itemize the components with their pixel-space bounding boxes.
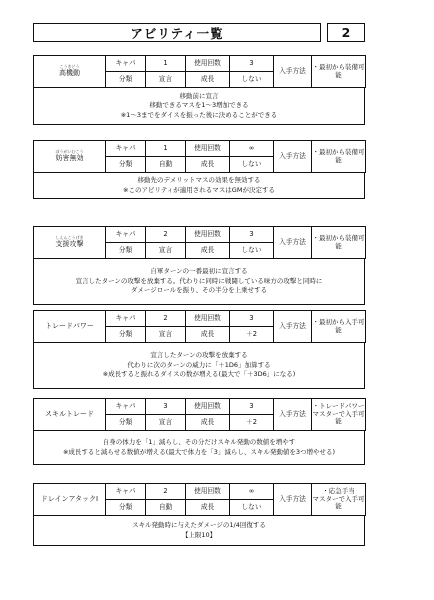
uses-value: 3: [230, 56, 274, 72]
ability-description: [33, 88, 365, 125]
obtain-label: 入手方法: [274, 484, 312, 516]
ability-description-line: ※成長すると振れるダイスの数が増える(最大で「＋3D6」になる): [102, 370, 296, 379]
ability-card: [33, 310, 365, 389]
ability-name-cell: [34, 399, 106, 431]
ability-name-cell: [34, 56, 106, 88]
ability-stat-table: [33, 398, 366, 431]
ability-name: 支援攻撃: [55, 240, 84, 249]
ability-description: [33, 343, 365, 389]
growth-label: 成長: [186, 327, 230, 343]
uses-label: 使用回数: [186, 399, 230, 415]
ability-card: [33, 483, 365, 546]
obtain-value: ・トレードパワー マスターで入手可能: [312, 399, 366, 431]
ability-description-line: 自身の体力を「1」減らし、その分だけスキル発動の数値を増やす: [102, 438, 296, 446]
growth-label: 成長: [186, 500, 230, 516]
uses-value: ∞: [230, 484, 274, 500]
ability-name: スキルトレード: [45, 410, 94, 419]
growth-label: 成長: [186, 243, 230, 259]
uses-value: 3: [230, 399, 274, 415]
ability-description: [33, 259, 365, 305]
cost-label: キャパ: [106, 227, 146, 243]
cost-value: 2: [146, 311, 186, 327]
uses-label: 使用回数: [186, 311, 230, 327]
ability-description-line: 自軍ターンの一番最初に宣言する: [150, 267, 248, 276]
obtain-value: ・最初から装備可能: [312, 56, 366, 88]
cost-value: 2: [146, 484, 186, 500]
ability-description: [33, 516, 365, 546]
uses-label: 使用回数: [186, 56, 230, 72]
ability-name-ruby: しえんこうげき: [55, 235, 84, 241]
ability-stat-table: [33, 55, 366, 88]
ability-name: ドレインアタックⅠ: [40, 495, 99, 504]
ability-stat-table: [33, 483, 366, 516]
type-label: 分類: [106, 243, 146, 259]
uses-value: ∞: [230, 141, 274, 157]
ability-name-ruby: こうきどう: [59, 64, 80, 70]
ability-card: [33, 140, 365, 199]
cost-label: キャパ: [106, 399, 146, 415]
uses-value: 3: [230, 227, 274, 243]
ability-description-line: 代わりに次のターンの威力に「＋1D6」加算する: [127, 360, 271, 369]
obtain-value: ・最初から入手可能: [312, 311, 366, 343]
obtain-value: ・最初から装備可能: [312, 227, 366, 259]
obtain-label: 入手方法: [274, 56, 312, 88]
ability-name: 高機動: [59, 69, 80, 78]
ability-name-cell: [34, 311, 106, 343]
obtain-label: 入手方法: [274, 227, 312, 259]
ability-description: [33, 173, 365, 199]
type-label: 分類: [106, 415, 146, 431]
ability-description-line: スキル発動時に与えたダメージの1/4回復する: [132, 521, 266, 529]
growth-value: しない: [230, 500, 274, 516]
page-header: [33, 23, 365, 42]
ability-description-line: 移動先のデメリットマスの効果を無効する: [137, 176, 261, 184]
type-value: 宣言: [146, 243, 186, 259]
type-value: 自動: [146, 500, 186, 516]
ability-description-line: ※このアビリティが適用されるマスはGMが決定する: [123, 185, 275, 194]
ability-description-line: 移動できるマスを1～3増加できる: [149, 101, 249, 110]
ability-card: [33, 398, 365, 465]
growth-value: しない: [230, 157, 274, 173]
cost-value: 2: [146, 227, 186, 243]
type-label: 分類: [106, 157, 146, 173]
obtain-value: ・応急手当 マスターで入手可能: [312, 484, 366, 516]
type-value: 宣言: [146, 415, 186, 431]
uses-label: 使用回数: [186, 484, 230, 500]
ability-description-line: 宣言したターンの攻撃を放棄する: [150, 351, 248, 360]
ability-name-cell: [34, 141, 106, 173]
obtain-label: 入手方法: [274, 141, 312, 173]
cost-value: 3: [146, 399, 186, 415]
type-value: 宣言: [146, 72, 186, 88]
ability-description-line: 移動前に宣言: [179, 91, 219, 100]
growth-label: 成長: [186, 72, 230, 88]
ability-description-line: ダメージロールを振り、その半分を上乗せする: [130, 286, 268, 295]
ability-description-line: 宣言したターンの攻撃を放棄する。代わりに同時に戦闘している味方の攻撃と同時に: [75, 276, 323, 285]
ability-stat-table: [33, 310, 366, 343]
ability-name-ruby: ぼうがいむこう: [55, 149, 84, 155]
type-value: 宣言: [146, 327, 186, 343]
ability-description-line: 【上限10】: [181, 530, 217, 539]
obtain-value: ・最初から装備可能: [312, 141, 366, 173]
growth-value: しない: [230, 243, 274, 259]
cost-value: 1: [146, 56, 186, 72]
growth-value: しない: [230, 72, 274, 88]
type-label: 分類: [106, 72, 146, 88]
cost-value: 1: [146, 141, 186, 157]
ability-name: トレードパワー: [45, 322, 94, 331]
obtain-label: 入手方法: [274, 399, 312, 431]
ability-description-line: ※1～3までをダイスを振った後に決めることができる: [120, 110, 278, 119]
ability-card: [33, 226, 365, 305]
type-label: 分類: [106, 500, 146, 516]
growth-label: 成長: [186, 157, 230, 173]
growth-value: ＋2: [230, 327, 274, 343]
obtain-label: 入手方法: [274, 311, 312, 343]
ability-name: 妨害無効: [55, 154, 84, 163]
ability-stat-table: [33, 226, 366, 259]
ability-description-line: ※成長すると減らせる数値が増える(最大で体力を「3」減らし、スキル発動値を3つ増やせる): [62, 447, 336, 456]
ability-stat-table: [33, 140, 366, 173]
page-number: 2: [327, 23, 365, 42]
ability-name-cell: [34, 227, 106, 259]
cost-label: キャパ: [106, 484, 146, 500]
ability-description: [33, 431, 365, 465]
uses-label: 使用回数: [186, 227, 230, 243]
cost-label: キャパ: [106, 141, 146, 157]
type-value: 自動: [146, 157, 186, 173]
cost-label: キャパ: [106, 311, 146, 327]
ability-card: [33, 55, 365, 125]
page-title: アビリティ一覧: [33, 23, 321, 42]
type-label: 分類: [106, 327, 146, 343]
ability-name-cell: [34, 484, 106, 516]
uses-label: 使用回数: [186, 141, 230, 157]
cost-label: キャパ: [106, 56, 146, 72]
uses-value: 3: [230, 311, 274, 327]
growth-value: ＋2: [230, 415, 274, 431]
growth-label: 成長: [186, 415, 230, 431]
